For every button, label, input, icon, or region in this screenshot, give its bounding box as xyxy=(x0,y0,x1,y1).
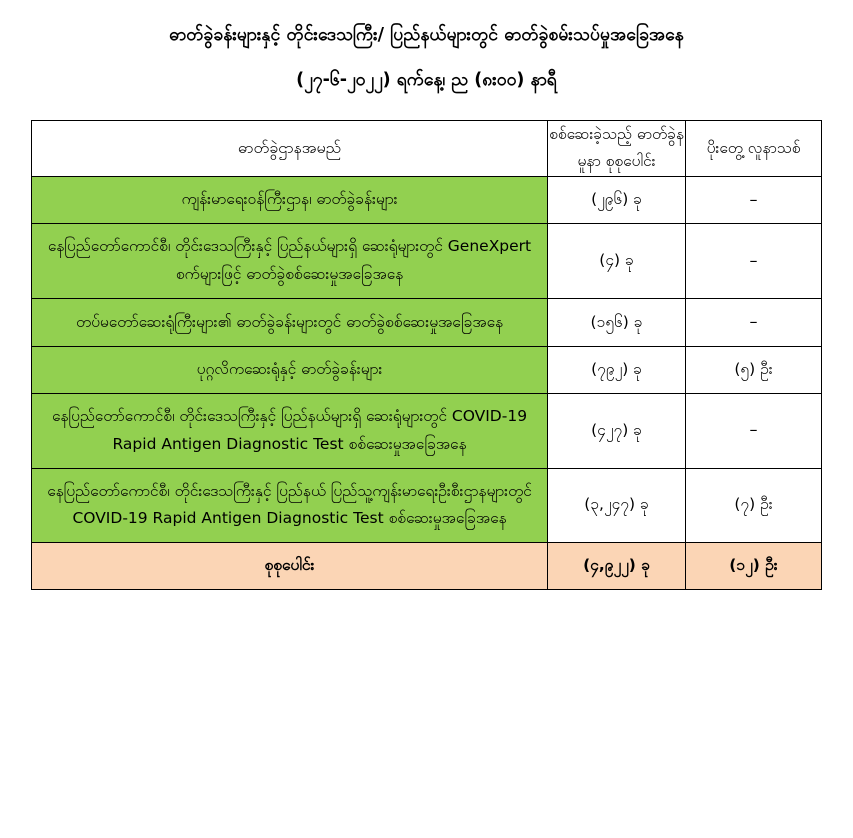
cell-new-positive: (၅) ဦး xyxy=(686,346,822,393)
table-row xyxy=(32,299,822,347)
cell-total-samples: (၁၅၆) ခု xyxy=(548,299,686,347)
cell-total-samples: (၃,၂၄၇) ခု xyxy=(548,468,686,543)
table-row xyxy=(32,176,822,224)
cell-lab-name: ကျန်းမာရေးဝန်ကြီးဌာန၊ ဓာတ်ခွဲခန်းများ xyxy=(32,176,548,224)
cell-total-samples: (၇၉၂) ခု xyxy=(548,346,686,393)
page-subtitle: (၂၇-၆-၂၀၂၂) ရက်နေ့၊ ည (၈း၀၀) နာရီ xyxy=(296,70,557,91)
table-total-row xyxy=(32,543,822,590)
column-header-total-samples: စစ်ဆေးခဲ့သည့် ဓာတ်ခွဲနမူနာ စုစုပေါင်း xyxy=(548,121,686,176)
cell-total-samples: (၄) ခု xyxy=(548,224,686,299)
document-title-block xyxy=(0,22,853,94)
table-row xyxy=(32,393,822,468)
cell-lab-name: ပုဂ္ဂလိကဆေးရုံနှင့် ဓာတ်ခွဲခန်းများ xyxy=(32,346,548,393)
cell-lab-name: တပ်မတော်ဆေးရုံကြီးများ၏ ဓာတ်ခွဲခန်းများတွင် ဓာတ်ခွဲစစ်ဆေးမှုအခြေအနေ xyxy=(32,299,548,347)
page-title: ဓာတ်ခွဲခန်းများနှင့် တိုင်းဒေသကြီး/ ပြည်နယ်များတွင် ဓာတ်ခွဲစမ်းသပ်မှုအခြေအနေ xyxy=(169,25,684,45)
cell-lab-name: နေပြည်တော်ကောင်စီ၊ တိုင်းဒေသကြီးနှင့် ပြည်နယ် ပြည်သူ့ကျန်းမာရေးဦးစီးဌာနများတွင် COVID-19 Rapid Antigen Diagnostic Test စစ်ဆေးမှုအခြေအနေ xyxy=(32,468,548,543)
cell-lab-name: နေပြည်တော်ကောင်စီ၊ တိုင်းဒေသကြီးနှင့် ပြည်နယ်များရှိ ဆေးရုံများတွင် COVID-19 Rapid Antigen Diagnostic Test စစ်ဆေးမှုအခြေအနေ xyxy=(32,393,548,468)
table-header xyxy=(32,121,822,176)
cell-new-positive: – xyxy=(686,224,822,299)
column-header-new-positive: ပိုးတွေ့ လူနာသစ် xyxy=(686,121,822,176)
cell-new-positive: – xyxy=(686,393,822,468)
cell-total-samples: (၂၉၆) ခု xyxy=(548,176,686,224)
cell-total-samples: (၄၂၇) ခု xyxy=(548,393,686,468)
table-body xyxy=(32,176,822,590)
cell-total-samples-sum: (၄,၉၂၂) ခု xyxy=(548,543,686,590)
cell-new-positive: – xyxy=(686,176,822,224)
column-header-lab-name: ဓာတ်ခွဲဌာနအမည် xyxy=(32,121,548,176)
cell-new-positive: – xyxy=(686,299,822,347)
table-row xyxy=(32,346,822,393)
cell-total-label: စုစုပေါင်း xyxy=(32,543,548,590)
table-header-row xyxy=(32,121,822,176)
cell-new-positive: (၇) ဦး xyxy=(686,468,822,543)
cell-new-positive-sum: (၁၂) ဦး xyxy=(686,543,822,590)
lab-testing-table xyxy=(31,120,822,590)
cell-lab-name: နေပြည်တော်ကောင်စီ၊ တိုင်းဒေသကြီးနှင့် ပြည်နယ်များရှိ ဆေးရုံများတွင် GeneXpert စက်များဖြင့် ဓာတ်ခွဲစစ်ဆေးမှုအခြေအနေ xyxy=(32,224,548,299)
table-row xyxy=(32,224,822,299)
table-row xyxy=(32,468,822,543)
